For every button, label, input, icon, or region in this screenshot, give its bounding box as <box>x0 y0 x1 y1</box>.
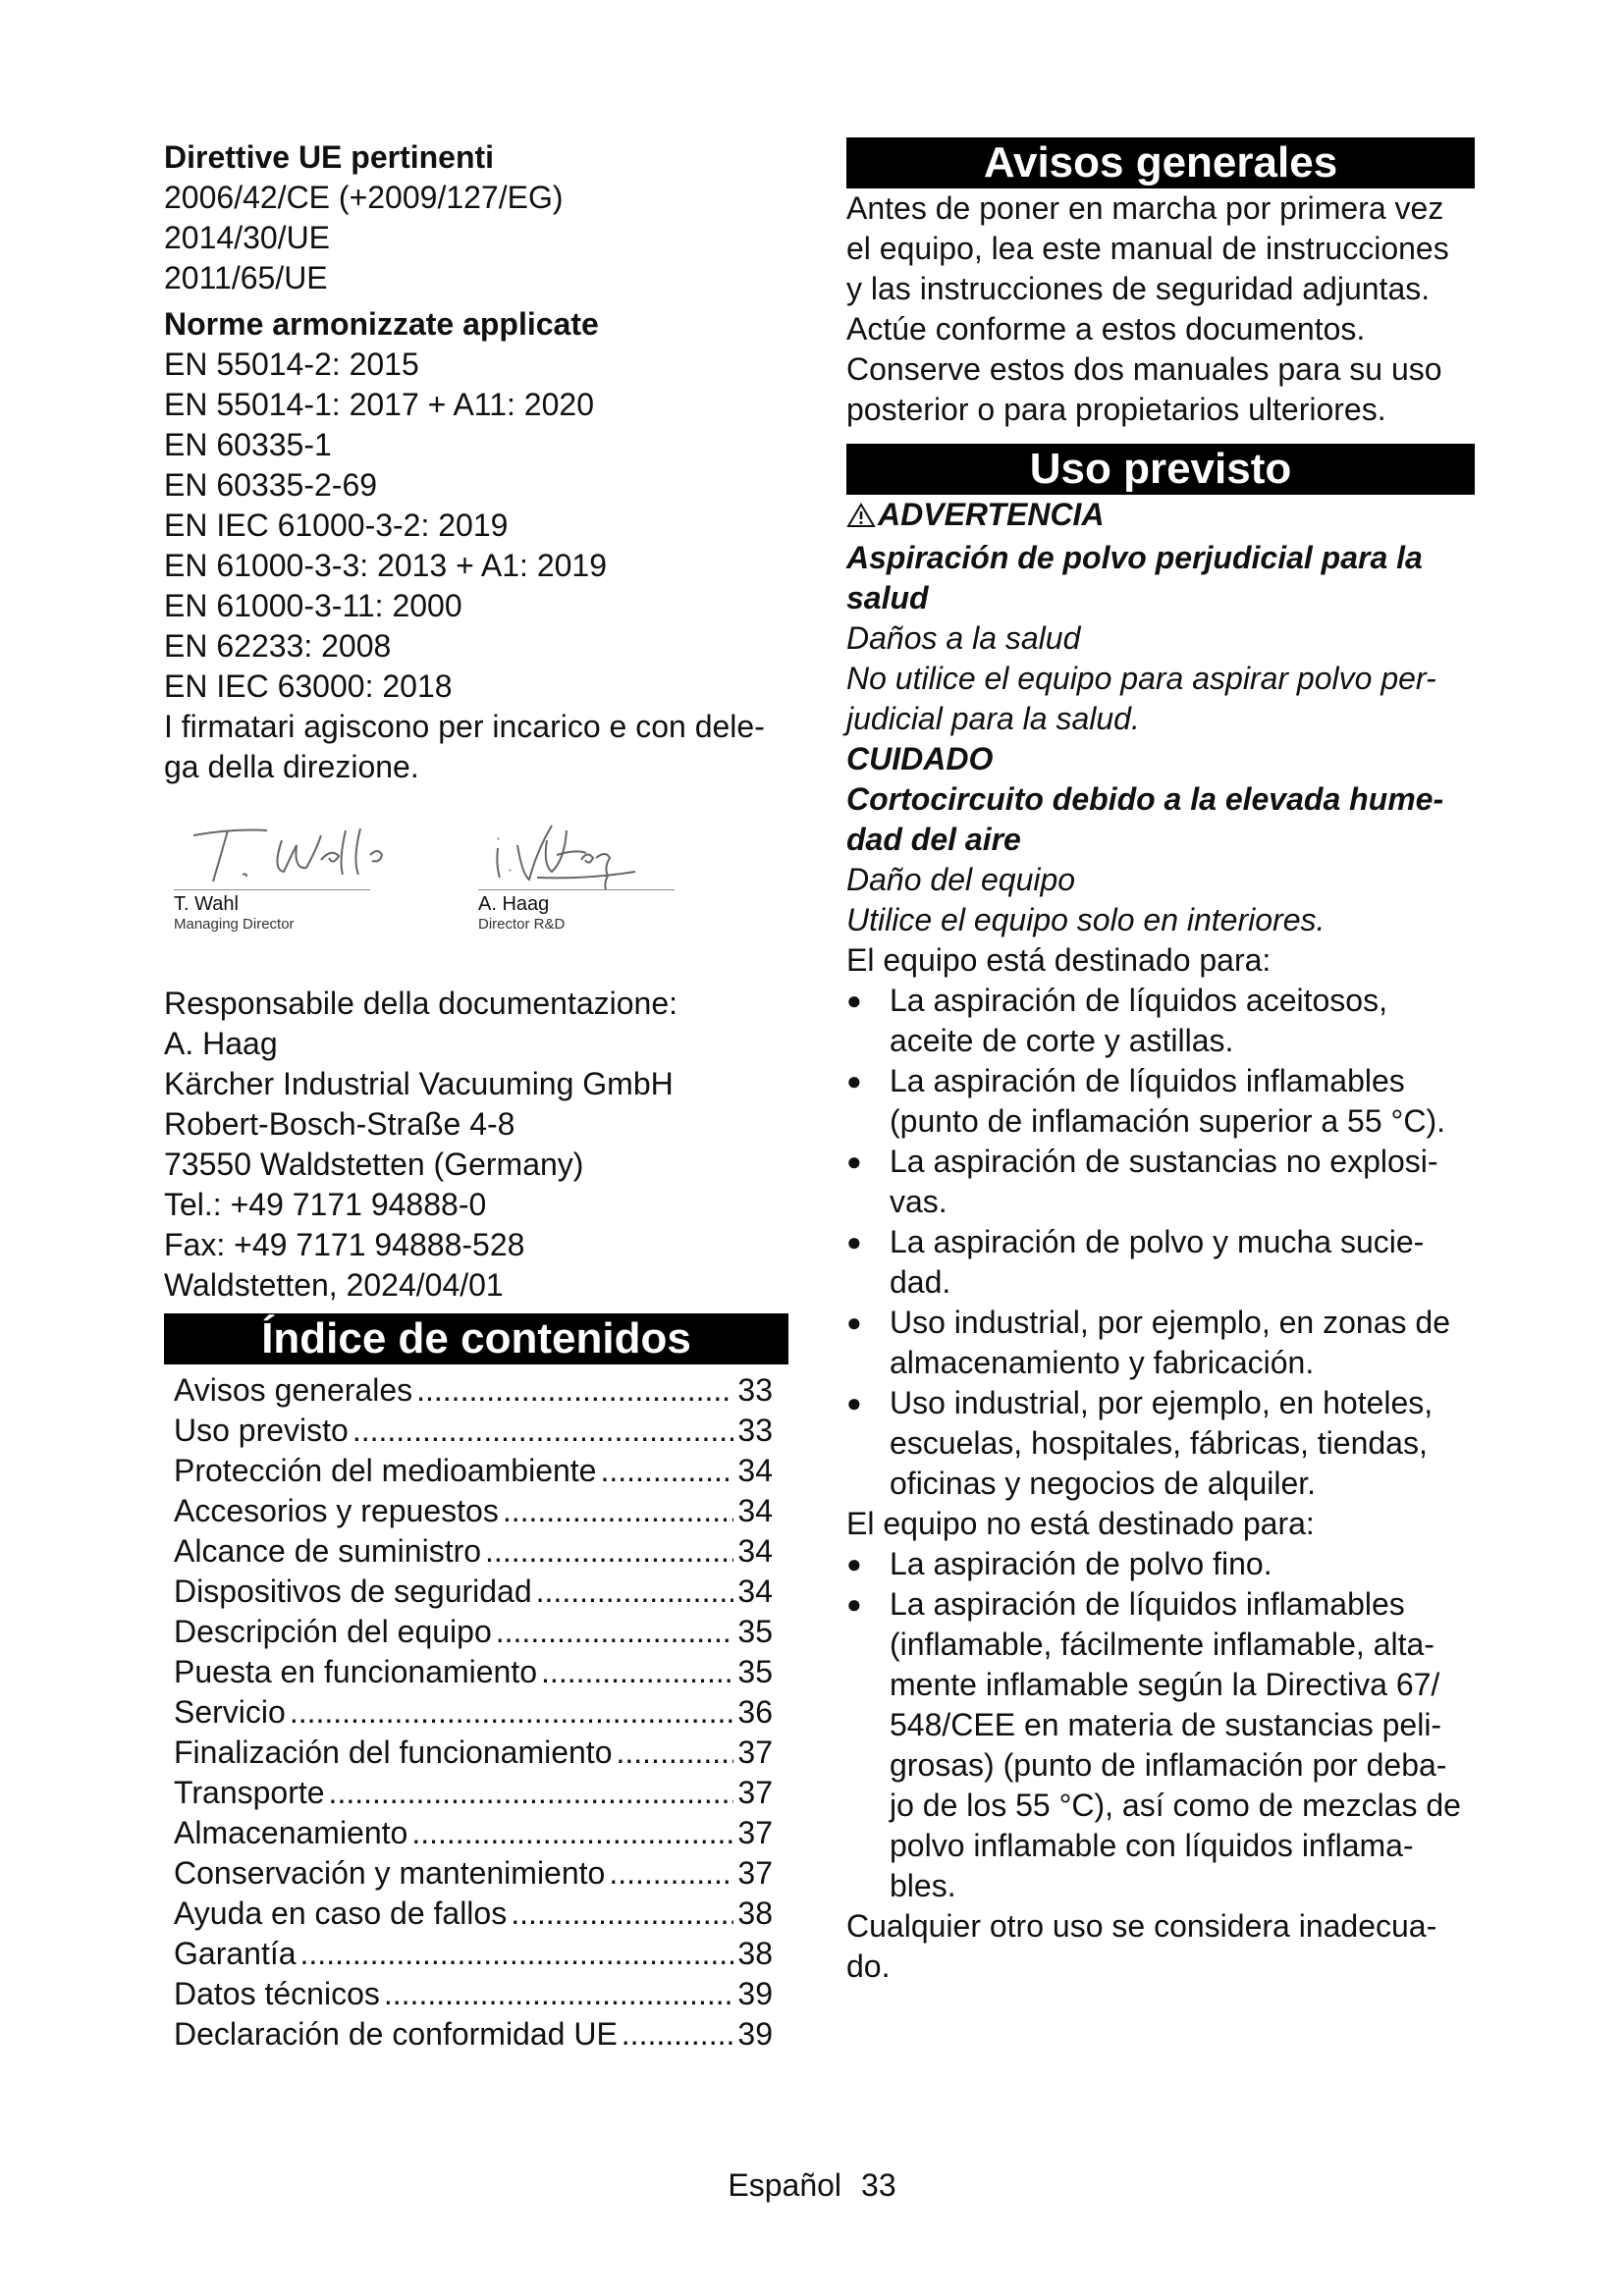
toc-entry-label: Declaración de conformidad UE <box>174 2016 618 2052</box>
norm-item: EN 62233: 2008 <box>164 628 392 664</box>
toc-leader <box>411 1813 733 1853</box>
signature-area <box>164 801 788 968</box>
toc-leader <box>503 1491 734 1531</box>
bullet-icon: ● <box>846 1589 862 1619</box>
bullet-icon: ● <box>846 1066 862 1095</box>
toc-entry[interactable] <box>174 1813 773 1853</box>
intended-list <box>846 981 1475 1504</box>
toc-entry-page: 34 <box>737 1493 773 1528</box>
caution-heading: dad del aire <box>846 822 1021 857</box>
toc-leader <box>536 1572 734 1612</box>
warning-text: No utilice el equipo para aspirar polvo per- <box>846 661 1436 696</box>
toc-entry-label: Almacenamiento <box>174 1815 408 1850</box>
signatories-text: ga della direzione. <box>164 749 419 784</box>
list-item <box>846 1383 1475 1504</box>
avisos-line: Actúe conforme a estos documentos. <box>846 311 1366 347</box>
toc-entry[interactable] <box>174 1692 773 1733</box>
toc-entry[interactable] <box>174 1491 773 1531</box>
toc-entry[interactable] <box>174 1572 773 1612</box>
norm-item: EN 61000-3-3: 2013 + A1: 2019 <box>164 548 608 583</box>
toc-entry[interactable] <box>174 1652 773 1692</box>
list-item-line: polvo inflamable con líquidos inflama- <box>890 1828 1414 1863</box>
toc-leader <box>384 1974 734 2014</box>
list-item-line: (punto de inflamación superior a 55 °C). <box>890 1103 1445 1139</box>
warning-triangle-icon <box>846 498 876 538</box>
toc-entry-page: 37 <box>737 1815 773 1850</box>
toc-title: Índice de contenidos <box>164 1313 788 1364</box>
closing-text: do. <box>846 1949 891 1984</box>
responsible-line: Fax: +49 7171 94888-528 <box>164 1227 525 1262</box>
toc-entry-label: Garantía <box>174 1936 297 1971</box>
responsible-line: Waldstetten, 2024/04/01 <box>164 1267 504 1303</box>
toc-entry[interactable] <box>174 1853 773 1894</box>
warning-consequence: Daños a la salud <box>846 620 1081 656</box>
signature-line <box>478 889 675 890</box>
toc-entry[interactable] <box>174 1733 773 1773</box>
right-column <box>846 137 1475 1987</box>
directive-item: 2006/42/CE (+2009/127/EG) <box>164 180 564 215</box>
avisos-line: Antes de poner en marcha por primera vez <box>846 190 1444 226</box>
toc-entry-page: 35 <box>737 1614 773 1649</box>
toc-entry-page: 34 <box>737 1574 773 1609</box>
toc-entry-label: Puesta en funcionamiento <box>174 1654 538 1689</box>
toc-entry-label: Protección del medioambiente <box>174 1453 597 1488</box>
warning-text: judicial para la salud. <box>846 701 1140 736</box>
toc-entry-page: 36 <box>737 1694 773 1730</box>
list-item <box>846 1584 1475 1906</box>
list-item-line: La aspiración de sustancias no explosi- <box>890 1144 1438 1179</box>
signature-wahl <box>174 801 370 934</box>
list-item-line: almacenamiento y fabricación. <box>890 1345 1315 1380</box>
toc-entry-label: Dispositivos de seguridad <box>174 1574 532 1609</box>
norm-item: EN IEC 61000-3-2: 2019 <box>164 507 509 543</box>
signature-wahl-graphic <box>174 801 409 889</box>
signatory-role: Director R&D <box>478 916 566 933</box>
norm-item: EN 61000-3-11: 2000 <box>164 588 462 623</box>
toc-entry-label: Datos técnicos <box>174 1976 380 2011</box>
list-item-line: Uso industrial, por ejemplo, en hoteles, <box>890 1385 1434 1420</box>
toc-leader <box>290 1692 734 1733</box>
caution-label: CUIDADO <box>846 741 994 776</box>
list-item-line: La aspiración de líquidos aceitosos, <box>890 983 1387 1018</box>
list-item-line: oficinas y negocios de alquiler. <box>890 1466 1317 1501</box>
closing-text: Cualquier otro uso se considera inadecua- <box>846 1908 1437 1944</box>
list-item <box>846 1061 1475 1142</box>
list-item-line: bles. <box>890 1868 956 1903</box>
bullet-icon: ● <box>846 1147 862 1176</box>
toc-entry-label: Servicio <box>174 1694 286 1730</box>
responsible-line: Responsabile della documentazione: <box>164 986 678 1021</box>
responsible-line: Robert-Bosch-Straße 4-8 <box>164 1106 515 1142</box>
toc-entry-label: Finalización del funcionamiento <box>174 1735 613 1770</box>
toc-leader <box>416 1370 733 1411</box>
toc-entry-page: 39 <box>737 1976 773 2011</box>
toc-entry[interactable] <box>174 1451 773 1491</box>
norms-list <box>164 345 788 707</box>
left-column <box>164 137 788 2055</box>
list-item <box>846 1544 1475 1584</box>
toc-entry-label: Alcance de suministro <box>174 1533 482 1569</box>
toc-entry-page: 33 <box>737 1372 773 1408</box>
avisos-line: Conserve estos dos manuales para su uso <box>846 351 1442 387</box>
norm-item: EN 60335-2-69 <box>164 467 378 503</box>
warning-label-line <box>846 495 1475 538</box>
toc-entry-page: 38 <box>737 1896 773 1931</box>
signature-haag <box>478 801 675 934</box>
toc-entry-page: 37 <box>737 1735 773 1770</box>
list-item-line: La aspiración de líquidos inflamables <box>890 1586 1405 1622</box>
responsible-line: Tel.: +49 7171 94888-0 <box>164 1187 487 1222</box>
list-item <box>846 1303 1475 1383</box>
toc-entry-label: Transporte <box>174 1775 325 1810</box>
signatory-name: T. Wahl <box>174 893 239 915</box>
list-item-line: mente inflamable según la Directiva 67/ <box>890 1667 1440 1702</box>
avisos-line: y las instrucciones de seguridad adjuntas. <box>846 271 1431 306</box>
bullet-icon: ● <box>846 1308 862 1337</box>
toc-leader <box>300 1934 734 1974</box>
directive-item: 2014/30/UE <box>164 220 331 255</box>
warning-heading: Aspiración de polvo perjudicial para la <box>846 540 1423 575</box>
norm-item: EN IEC 63000: 2018 <box>164 668 453 704</box>
table-of-contents <box>164 1370 788 2055</box>
list-item-line: escuelas, hospitales, fábricas, tiendas, <box>890 1425 1428 1461</box>
signature-haag-graphic <box>478 801 714 889</box>
not-intended-list <box>846 1544 1475 1906</box>
toc-entry[interactable] <box>174 1531 773 1572</box>
warning-heading: salud <box>846 580 929 615</box>
avisos-text <box>846 188 1475 430</box>
page-number: 33 <box>861 2167 896 2203</box>
toc-entry-label: Uso previsto <box>174 1413 349 1448</box>
directive-item: 2011/65/UE <box>164 260 328 295</box>
toc-entry-page: 38 <box>737 1936 773 1971</box>
list-item-line: jo de los 55 °C), así como de mezclas de <box>890 1788 1461 1823</box>
list-item <box>846 981 1475 1061</box>
toc-entry-page: 35 <box>737 1654 773 1689</box>
toc-entry[interactable] <box>174 1974 773 2014</box>
not-intended-intro: El equipo no está destinado para: <box>846 1506 1315 1541</box>
toc-entry-page: 37 <box>737 1855 773 1891</box>
list-item-line: La aspiración de polvo y mucha sucie- <box>890 1224 1425 1259</box>
norm-item: EN 60335-1 <box>164 427 332 462</box>
toc-leader <box>329 1773 734 1813</box>
list-item-line: (inflamable, fácilmente inflamable, alta- <box>890 1627 1435 1662</box>
toc-entry[interactable] <box>174 1934 773 1974</box>
warning-label: ADVERTENCIA <box>878 497 1105 532</box>
toc-entry-label: Conservación y mantenimiento <box>174 1855 606 1891</box>
list-item-line: La aspiración de polvo fino. <box>890 1546 1272 1581</box>
list-item-line: La aspiración de líquidos inflamables <box>890 1063 1405 1098</box>
toc-leader <box>352 1411 734 1451</box>
toc-entry-page: 33 <box>737 1413 773 1448</box>
avisos-line: el equipo, lea este manual de instrucciones <box>846 231 1449 266</box>
toc-entry-page: 34 <box>737 1533 773 1569</box>
directives-heading: Direttive UE pertinenti <box>164 139 495 175</box>
responsible-block <box>164 984 788 1306</box>
toc-entry-label: Avisos generales <box>174 1372 413 1408</box>
toc-entry-page: 34 <box>737 1453 773 1488</box>
list-item-line: vas. <box>890 1184 947 1219</box>
toc-leader <box>485 1531 733 1572</box>
responsible-line: A. Haag <box>164 1026 278 1061</box>
norm-item: EN 55014-2: 2015 <box>164 347 419 382</box>
toc-entry[interactable] <box>174 1370 773 1411</box>
intended-intro: El equipo está destinado para: <box>846 942 1272 978</box>
toc-leader <box>496 1612 734 1652</box>
bullet-icon: ● <box>846 1549 862 1578</box>
footer-language: Español <box>728 2167 842 2203</box>
responsible-line: Kärcher Industrial Vacuuming GmbH <box>164 1066 674 1101</box>
bullet-icon: ● <box>846 1227 862 1256</box>
avisos-title: Avisos generales <box>846 137 1475 188</box>
toc-entry[interactable] <box>174 2014 773 2055</box>
toc-entry[interactable] <box>174 1773 773 1813</box>
toc-entry-label: Ayuda en caso de fallos <box>174 1896 508 1931</box>
list-item-line: 548/CEE en materia de sustancias peli- <box>890 1707 1442 1742</box>
norm-item: EN 55014-1: 2017 + A11: 2020 <box>164 387 594 422</box>
toc-entry[interactable] <box>174 1411 773 1451</box>
page-footer <box>0 2165 1624 2205</box>
toc-leader <box>609 1853 733 1894</box>
list-item-line: aceite de corte y astillas. <box>890 1023 1234 1058</box>
signatory-name: A. Haag <box>478 893 550 915</box>
toc-entry-page: 37 <box>737 1775 773 1810</box>
toc-leader <box>541 1652 733 1692</box>
toc-entry-label: Accesorios y repuestos <box>174 1493 499 1528</box>
toc-leader <box>600 1451 733 1491</box>
toc-entry-label: Descripción del equipo <box>174 1614 492 1649</box>
responsible-line: 73550 Waldstetten (Germany) <box>164 1147 584 1182</box>
avisos-line: posterior o para propietarios ulteriores. <box>846 392 1386 427</box>
toc-entry-page: 39 <box>737 2016 773 2052</box>
directives-list <box>164 178 788 298</box>
list-item-line: Uso industrial, por ejemplo, en zonas de <box>890 1305 1450 1340</box>
bullet-icon: ● <box>846 1388 862 1417</box>
caution-heading: Cortocircuito debido a la elevada hume- <box>846 781 1444 817</box>
toc-entry[interactable] <box>174 1894 773 1934</box>
signature-line <box>174 889 370 890</box>
norms-heading: Norme armonizzate applicate <box>164 306 599 342</box>
toc-entry[interactable] <box>174 1612 773 1652</box>
toc-leader <box>511 1894 733 1934</box>
list-item-line: grosas) (punto de inflamación por deba- <box>890 1747 1447 1783</box>
list-item-line: dad. <box>890 1264 951 1300</box>
list-item <box>846 1222 1475 1303</box>
toc-leader <box>622 2014 734 2055</box>
signatories-text: I firmatari agiscono per incarico e con dele- <box>164 709 765 744</box>
list-item <box>846 1142 1475 1222</box>
caution-text: Utilice el equipo solo en interiores. <box>846 902 1326 937</box>
signatory-role: Managing Director <box>174 916 295 933</box>
caution-consequence: Daño del equipo <box>846 862 1076 897</box>
toc-leader <box>616 1733 733 1773</box>
uso-previsto-title: Uso previsto <box>846 444 1475 495</box>
bullet-icon: ● <box>846 986 862 1015</box>
